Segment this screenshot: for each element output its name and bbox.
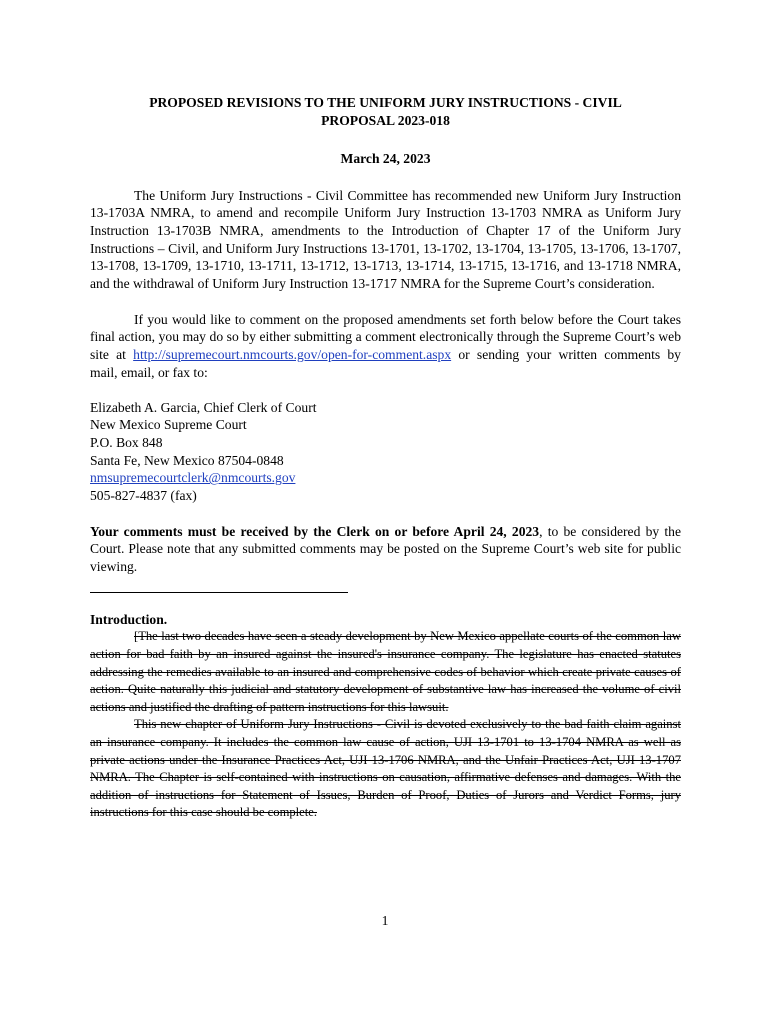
document-body	[90, 94, 681, 822]
clerk-address-block	[90, 399, 681, 505]
paragraph-deadline	[90, 523, 681, 576]
document-title	[90, 94, 681, 129]
clerk-email-link[interactable]: nmsupremecourtclerk@nmcourts.gov	[90, 470, 296, 486]
comment-text-after: or sending your written comments by mail, email, or fax to:	[90, 347, 681, 380]
deadline-bold-text: Your comments must be received by the Clerk on or before April 24, 2023	[90, 523, 540, 539]
introduction-heading: Introduction.	[90, 611, 168, 627]
introduction-paragraph-1: [The last two decades have seen a steady development by New Mexico appellate courts of the common law action for bad faith by an insured against the insured's insurance company. The legislature has enacted statutes addressing the remedies available to an insured and comprehensive codes of behavior which create private causes of action. Quite naturally this judicial and statutory development of substantive law has increased the volume of civil actions and justified the drafting of pattern instructions for this lawsuit.	[90, 629, 681, 714]
document-date: March 24, 2023	[340, 151, 431, 166]
paragraph-comment-instructions	[90, 311, 681, 382]
title-line-2: PROPOSAL 2023-018	[321, 112, 450, 128]
paragraph-recommendation: The Uniform Jury Instructions - Civil Committee has recommended new Uniform Jury Instruction 13-1703A NMRA, to amend and recompile Uniform Jury Instruction 13-1703 NMRA as Uniform Jury Instruction 13-1703B NMRA, amendments to the Introduction of Chapter 17 of the Uniform Jury Instructions – Civil, and Uniform Jury Instructions 13-1701, 13-1702, 13-1704, 13-1705, 13-1706, 13-1707, 13-1708, 13-1709, 13-1710, 13-1711, 13-1712, 13-1713, 13-1714, 13-1715, 13-1716, and 13-1718 NMRA, and the withdrawal of Uniform Jury Instruction 13-1717 NMRA for the Supreme Court’s consideration.	[90, 187, 681, 292]
address-line-name: Elizabeth A. Garcia, Chief Clerk of Court	[90, 399, 317, 415]
address-line-court: New Mexico Supreme Court	[90, 417, 247, 433]
address-line-pobox: P.O. Box 848	[90, 434, 163, 450]
comment-text-before: If you would like to comment on the proposed amendments set forth below before the Court takes final action, you may do so by either submitting a comment electronically through the Supreme Court’s web site at	[90, 311, 681, 363]
page-number: 1	[381, 913, 389, 928]
separator-line	[90, 576, 348, 593]
deadline-rest-text: , to be considered by the Court. Please note that any submitted comments may be posted on the Supreme Court’s web site for public viewing.	[90, 523, 681, 575]
address-line-city: Santa Fe, New Mexico 87504-0848	[90, 452, 284, 468]
title-line-1: PROPOSED REVISIONS TO THE UNIFORM JURY INSTRUCTIONS - CIVIL	[149, 95, 622, 110]
address-line-fax: 505-827-4837 (fax)	[90, 488, 197, 504]
introduction-paragraph-2: This new chapter of Uniform Jury Instructions - Civil is devoted exclusively to the bad faith claim against an insurance company. It includes the common law cause of action, UJI 13-1701 to 13-1704 NMRA as well as private actions under the Insurance Practices Act, UJI 13-1706 NMRA, and the Unfair Practices Act, UJI 13-1707 NMRA. The Chapter is self-contained with instructions on causation, affirmative defenses and damages. With the addition of instructions for Statement of Issues, Burden of Proof, Duties of Jurors and Verdict Forms, jury instructions for this case should be complete.	[90, 717, 681, 820]
comment-link[interactable]: http://supremecourt.nmcourts.gov/open-for-comment.aspx	[133, 347, 452, 363]
